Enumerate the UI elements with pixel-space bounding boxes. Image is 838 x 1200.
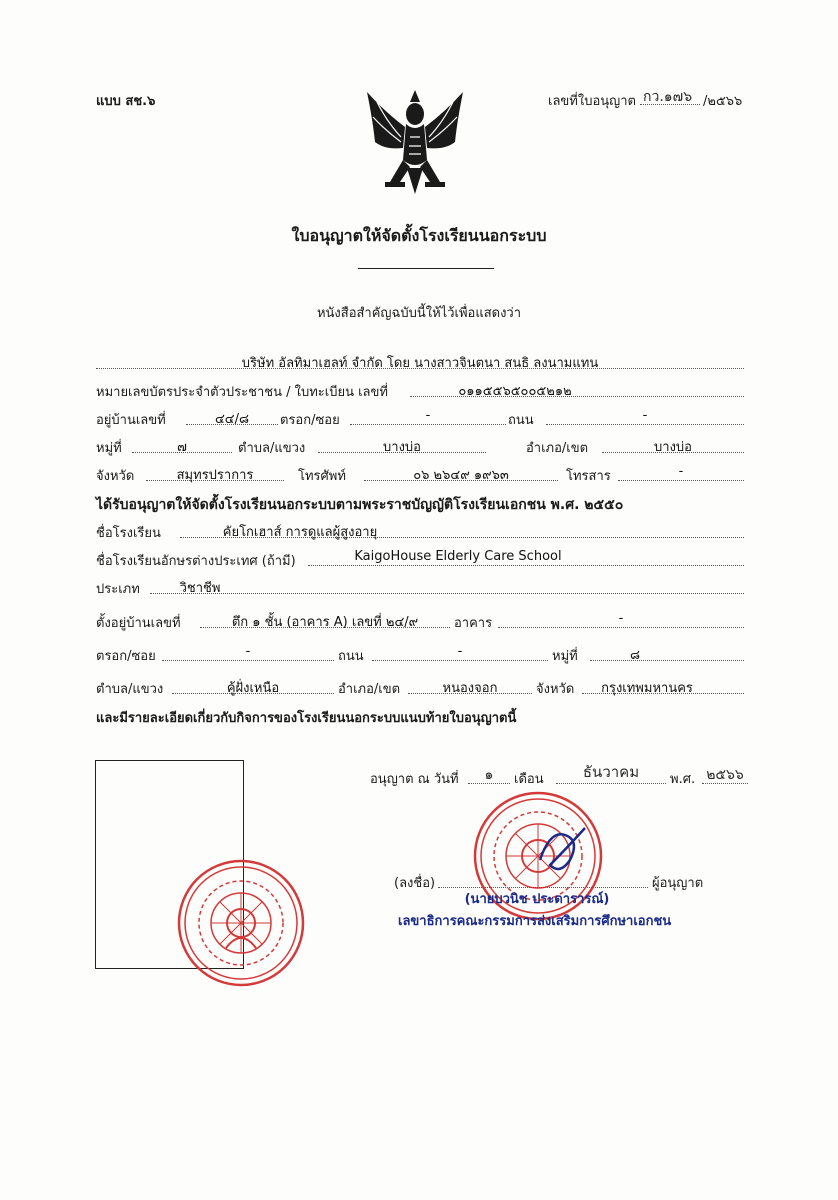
- signer-name: (นายบวนิช ประดารารณ์): [464, 892, 610, 907]
- license-number-value: กว.๑๗๖: [643, 89, 693, 105]
- school-type-label: ประเภท: [96, 582, 140, 597]
- school-moo-value: ๘: [629, 648, 641, 663]
- school-type-value: วิชาชีพ: [179, 581, 221, 596]
- school-province-value: กรุงเทพมหานคร: [601, 681, 693, 696]
- school-subdistrict-value: คู้ฝั่งเหนือ: [226, 681, 280, 696]
- form-code: แบบ สช.๖: [96, 94, 156, 109]
- approval-date-label: อนุญาต ณ วันที่: [370, 772, 459, 787]
- licensee-district-value: บางบ่อ: [654, 440, 692, 455]
- school-name-label: ชื่อโรงเรียน: [96, 526, 161, 541]
- approval-month-value: ธันวาคม: [582, 763, 640, 781]
- licensee-alley-label: ตรอก/ซอย: [280, 413, 340, 428]
- licensee-moo-label: หมู่ที่: [96, 441, 122, 456]
- licensee-fax-value: -: [678, 464, 684, 479]
- licensee-province-value: สมุทรปราการ: [176, 468, 254, 483]
- licensee-moo-value: ๗: [177, 440, 187, 455]
- attachment-note: และมีรายละเอียดเกี่ยวกับกิจการของโรงเรียนนอกระบบแนบท้ายใบอนุญาตนี้: [96, 711, 517, 726]
- grant-statement: ได้รับอนุญาตให้จัดตั้งโรงเรียนนอกระบบตามพระราชบัญญัติโรงเรียนเอกชน พ.ศ. ๒๕๕๐: [96, 497, 624, 513]
- licensee-province-label: จังหวัด: [96, 469, 135, 484]
- school-district-label: อำเภอ/เขต: [338, 682, 401, 697]
- licensee-road-label: ถนน: [508, 413, 534, 428]
- document-subtitle: หนังสือสำคัญฉบับนี้ให้ไว้เพื่อแสดงว่า: [316, 306, 522, 321]
- licensee-id-value: ๐๑๑๕๕๖๕๐๐๕๒๑๒: [458, 384, 572, 399]
- school-road-value: -: [457, 644, 463, 659]
- licensee-road-value: -: [642, 408, 648, 423]
- licensee-subdistrict-label: ตำบล/แขวง: [238, 441, 306, 456]
- approval-month-label: เดือน: [514, 772, 544, 787]
- school-alley-value: -: [245, 644, 251, 659]
- school-name-value: คัยโกเฮาส์ การดูแลผู้สูงอายุ: [222, 525, 378, 540]
- school-alley-label: ตรอก/ซอย: [96, 649, 156, 664]
- grantor-label: ผู้อนุญาต: [652, 876, 704, 891]
- licensee-house-value: ๔๔/๘: [214, 412, 250, 427]
- title-divider: [358, 268, 494, 269]
- school-foreign-name-label: ชื่อโรงเรียนอักษรต่างประเทศ (ถ้ามี): [96, 554, 296, 569]
- official-seal-icon: [176, 858, 306, 988]
- sign-label: (ลงชื่อ): [394, 876, 436, 891]
- licensee-house-label: อยู่บ้านเลขที่: [96, 413, 166, 428]
- school-province-label: จังหวัด: [536, 682, 575, 697]
- licensee-fax-label: โทรสาร: [566, 469, 611, 484]
- school-location-label: ตั้งอยู่บ้านเลขที่: [96, 616, 181, 631]
- licensee-subdistrict-value: บางบ่อ: [383, 440, 421, 455]
- school-road-label: ถนน: [338, 649, 364, 664]
- school-foreign-name-value: KaigoHouse Elderly Care School: [354, 549, 562, 564]
- school-moo-label: หมู่ที่: [552, 649, 578, 664]
- approval-day-value: ๑: [484, 767, 494, 783]
- school-subdistrict-label: ตำบล/แขวง: [96, 682, 164, 697]
- school-building-label: อาคาร: [454, 616, 493, 631]
- school-district-value: หนองจอก: [442, 681, 498, 696]
- signer-title: เลขาธิการคณะกรรมการส่งเสริมการศึกษาเอกชน: [398, 914, 672, 929]
- document-title: ใบอนุญาตให้จัดตั้งโรงเรียนนอกระบบ: [291, 226, 547, 245]
- licensee-id-label: หมายเลขบัตรประจำตัวประชาชน / ใบทะเบียน เลขที่: [96, 385, 388, 400]
- license-number-label: เลขที่ใบอนุญาต: [548, 94, 636, 109]
- school-building-value: -: [618, 611, 624, 626]
- licensee-name: บริษัท อัลทิมาเฮลท์ จำกัด โดย นางสาวจินตนา สนธิ ลงนามแทน: [241, 356, 599, 371]
- license-year: /๒๕๖๖: [703, 94, 743, 109]
- licensee-alley-value: -: [425, 408, 431, 423]
- licensee-district-label: อำเภอ/เขต: [526, 441, 589, 456]
- approval-year-value: ๒๕๖๖: [706, 767, 744, 783]
- licensee-phone-value: ๐๖ ๒๖๔๙ ๑๙๖๓: [413, 468, 509, 483]
- approval-year-label: พ.ศ.: [670, 772, 696, 787]
- licensee-phone-label: โทรศัพท์: [298, 469, 346, 484]
- garuda-emblem-icon: [355, 82, 475, 197]
- sign-line: [438, 871, 648, 888]
- school-location-value: ตึก ๑ ชั้น (อาคาร A) เลขที่ ๒๔/๙: [231, 615, 419, 630]
